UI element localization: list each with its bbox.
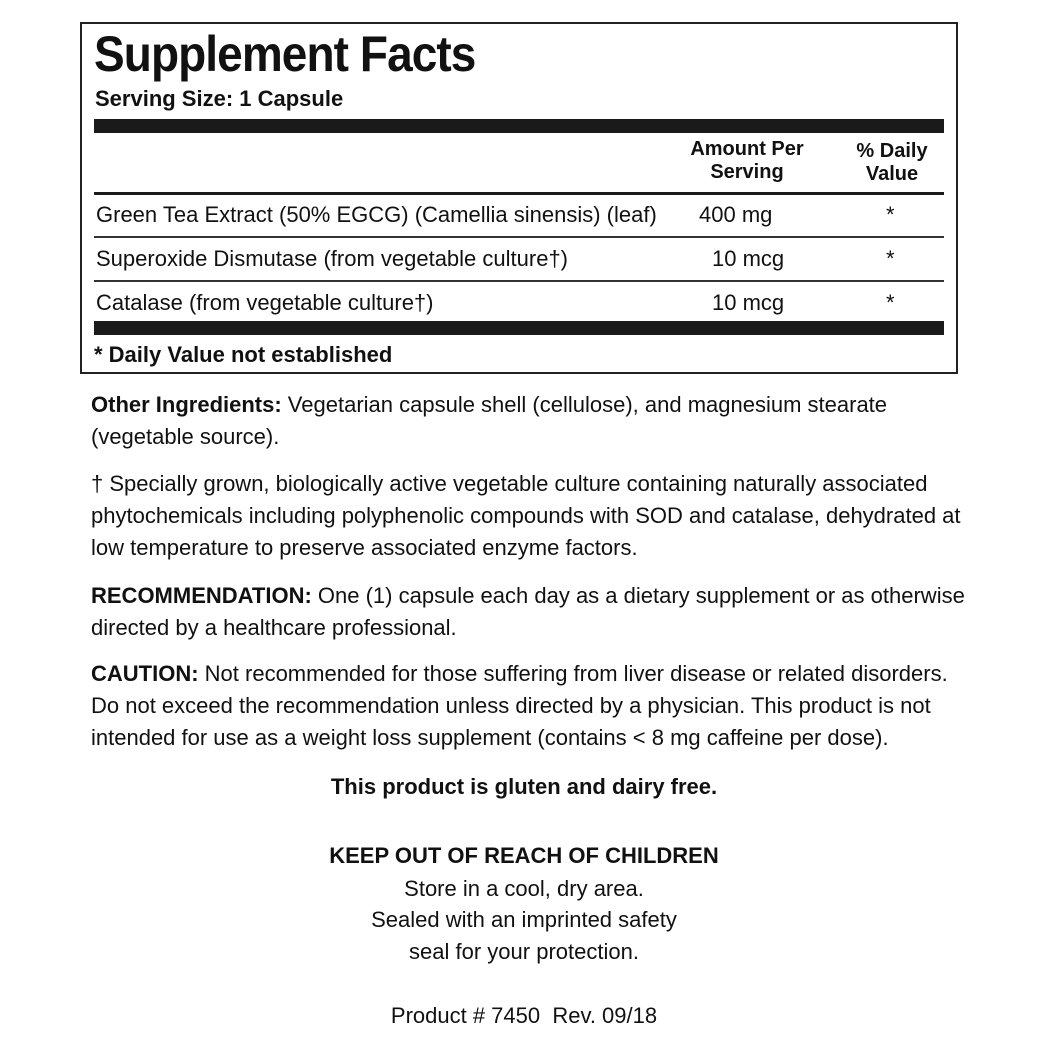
thick-divider-top xyxy=(94,119,944,133)
supplement-facts-panel xyxy=(80,22,958,374)
header-daily-value: % Daily Value xyxy=(856,140,928,185)
recommendation-text: One (1) capsule each day as a dietary supplement or as otherwise directed by a healthcare professional. xyxy=(91,583,965,640)
caution xyxy=(91,658,971,754)
panel-title: Supplement Facts xyxy=(94,26,476,82)
seal-note-line-2: seal for your protection. xyxy=(409,939,639,964)
row-2-daily-value: * xyxy=(886,246,895,271)
other-ingredients xyxy=(91,389,971,453)
seal-note-line-1: Sealed with an imprinted safety xyxy=(371,907,677,932)
header-amount-per-serving: Amount Per Serving xyxy=(690,138,804,183)
gluten-free-statement: This product is gluten and dairy free. xyxy=(330,774,718,799)
daily-value-note: * Daily Value not established xyxy=(94,342,393,367)
row-2-amount: 10 mcg xyxy=(712,246,785,271)
product-number: Product # 7450 Rev. 09/18 xyxy=(390,1003,658,1028)
serving-size: Serving Size: 1 Capsule xyxy=(95,86,344,111)
row-divider xyxy=(94,236,944,238)
recommendation-label: RECOMMENDATION: xyxy=(91,583,312,608)
row-2-ingredient: Superoxide Dismutase (from vegetable culture†) xyxy=(96,246,569,271)
caution-label: CAUTION: xyxy=(91,661,199,686)
row-1-amount: 400 mg xyxy=(699,202,773,227)
dagger-note: † Specially grown, biologically active vegetable culture containing naturally associated phytochemicals including polyphenolic compounds with SOD and catalase, dehydrated at low temperature to preserve associated enzyme factors. xyxy=(91,471,961,560)
row-1-daily-value: * xyxy=(886,202,895,227)
storage-instruction: Store in a cool, dry area. xyxy=(404,876,644,901)
recommendation xyxy=(91,580,971,644)
row-3-daily-value: * xyxy=(886,290,895,315)
thick-divider-bottom xyxy=(94,321,944,335)
other-ingredients-label: Other Ingredients: xyxy=(91,392,282,417)
row-3-ingredient: Catalase (from vegetable culture†) xyxy=(96,290,434,315)
row-divider xyxy=(94,280,944,282)
other-ingredients-text: Vegetarian capsule shell (cellulose), and magnesium stearate (vegetable source). xyxy=(91,392,888,449)
keep-out-warning: KEEP OUT OF REACH OF CHILDREN xyxy=(329,843,719,868)
header-divider xyxy=(94,192,944,195)
row-1-ingredient: Green Tea Extract (50% EGCG) (Camellia sinensis) (leaf) xyxy=(96,202,657,227)
row-3-amount: 10 mcg xyxy=(712,290,785,315)
caution-text: Not recommended for those suffering from liver disease or related disorders. Do not exceed the recommendation unless directed by a physician. This product is not intended for use as a weight loss supplement (contains < 8 mg caffeine per dose). xyxy=(91,661,948,750)
